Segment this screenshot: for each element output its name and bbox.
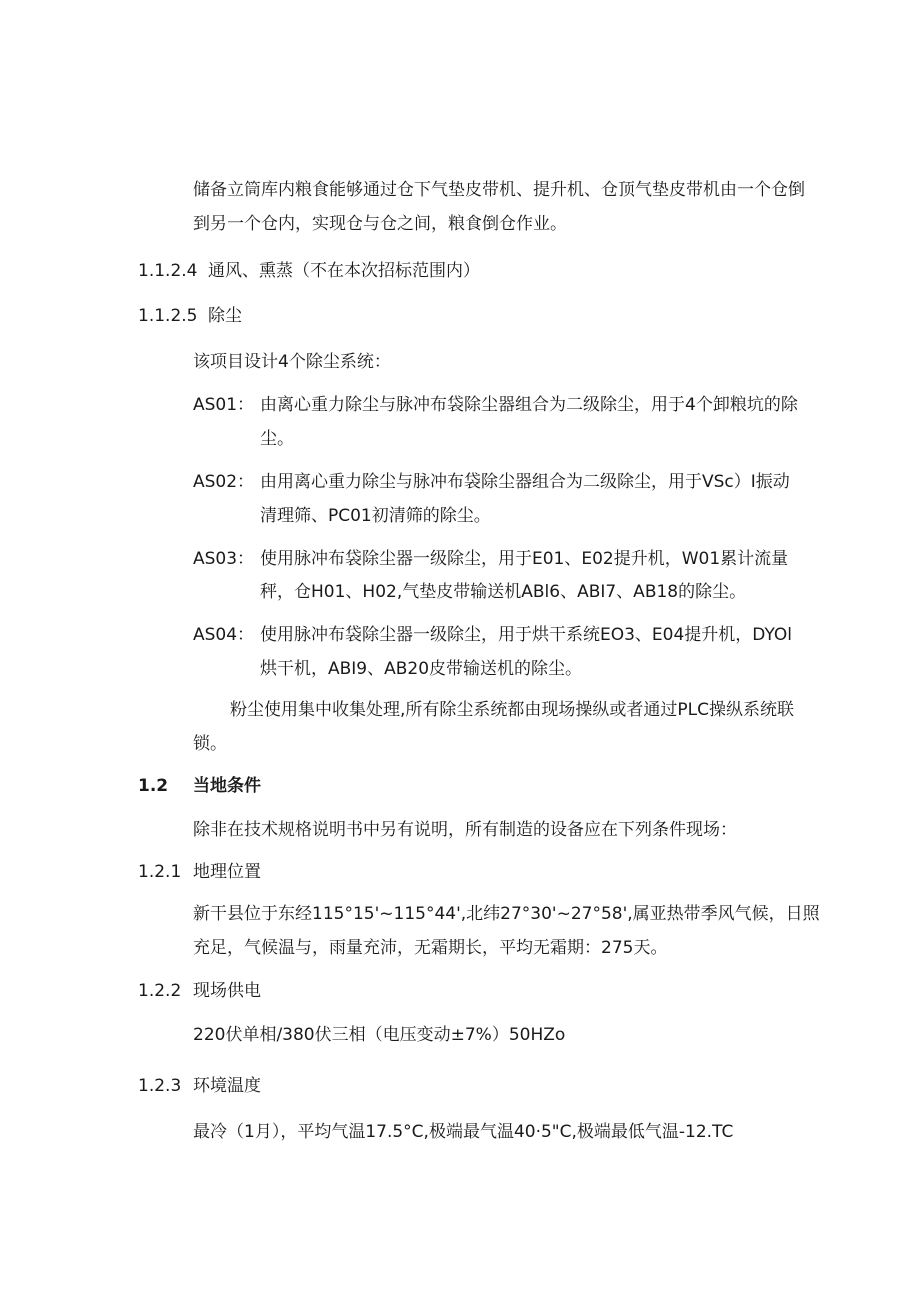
as02-line-1: 由用离心重力除尘与脉冲布袋除尘器组合为二级除尘，用于VSc）I振动 — [260, 472, 790, 492]
as03-line-2: 秤，仓H01、H02,气垫皮带输送机ABl6、ABI7、AB18的除尘。 — [260, 582, 747, 602]
location-line-2: 充足，气候温与，雨量充沛，无霜期长，平均无霜期：275天。 — [193, 938, 668, 958]
section-number-1124: 1.1.2.4 — [138, 261, 198, 281]
as03-label: AS03： — [193, 549, 255, 569]
as01-label: AS01： — [193, 395, 255, 415]
section-number-122: 1.2.2 — [138, 981, 182, 1001]
as02-label: AS02： — [193, 472, 255, 492]
dust-summary-line-1: 粉尘使用集中收集处理,所有除尘系统都由现场操纵或者通过PLC操纵系统联 — [230, 700, 794, 720]
as04-line-1: 使用脉冲布袋除尘器一级除尘，用于烘干系统EO3、E04提升机，DYOl — [260, 625, 793, 645]
section-title-122: 现场供电 — [193, 981, 261, 1001]
intro-line-1: 储备立筒库内粮食能够通过仓下气垫皮带机、提升机、仓顶气垫皮带机由一个仓倒 — [193, 180, 805, 200]
section-title-1124: 通风、熏蒸（不在本次招标范围内） — [208, 261, 480, 281]
local-conditions-intro: 除非在技术规格说明书中另有说明，所有制造的设备应在下列条件现场： — [193, 820, 737, 840]
temperature-line: 最冷（1月），平均气温17.5°C,极端最气温40·5"C,极端最低气温-12.TC — [193, 1122, 734, 1142]
location-line-1: 新干县位于东经115°15'~115°44',北纬27°30'~27°58',属亚热带季风气候，日照 — [193, 904, 820, 924]
section-number-12: 1.2 — [138, 776, 169, 796]
as02-line-2: 清理筛、PC01初清筛的除尘。 — [260, 506, 491, 526]
dust-system-intro: 该项目设计4个除尘系统： — [193, 352, 391, 372]
as04-line-2: 烘干机，ABI9、AB20皮带输送机的除尘。 — [260, 659, 583, 679]
section-number-121: 1.2.1 — [138, 862, 182, 882]
section-title-121: 地理位置 — [193, 862, 261, 882]
as03-line-1: 使用脉冲布袋除尘器一级除尘，用于E01、E02提升机，W01累计流量 — [260, 549, 789, 569]
section-number-1125: 1.1.2.5 — [138, 306, 198, 326]
section-title-123: 环境温度 — [193, 1076, 261, 1096]
intro-line-2: 到另一个仓内，实现仓与仓之间，粮食倒仓作业。 — [193, 214, 567, 234]
dust-summary-line-2: 锁。 — [193, 734, 227, 754]
as04-label: AS04： — [193, 625, 255, 645]
section-title-1125: 除尘 — [208, 306, 242, 326]
as01-line-2: 尘。 — [260, 429, 294, 449]
section-number-123: 1.2.3 — [138, 1076, 182, 1096]
section-title-12: 当地条件 — [193, 776, 261, 796]
as01-line-1: 由离心重力除尘与脉冲布袋除尘器组合为二级除尘，用于4个卸粮坑的除 — [260, 395, 798, 415]
power-supply-line: 220伏单相/380伏三相（电压变动±7%）50HZo — [193, 1025, 566, 1045]
